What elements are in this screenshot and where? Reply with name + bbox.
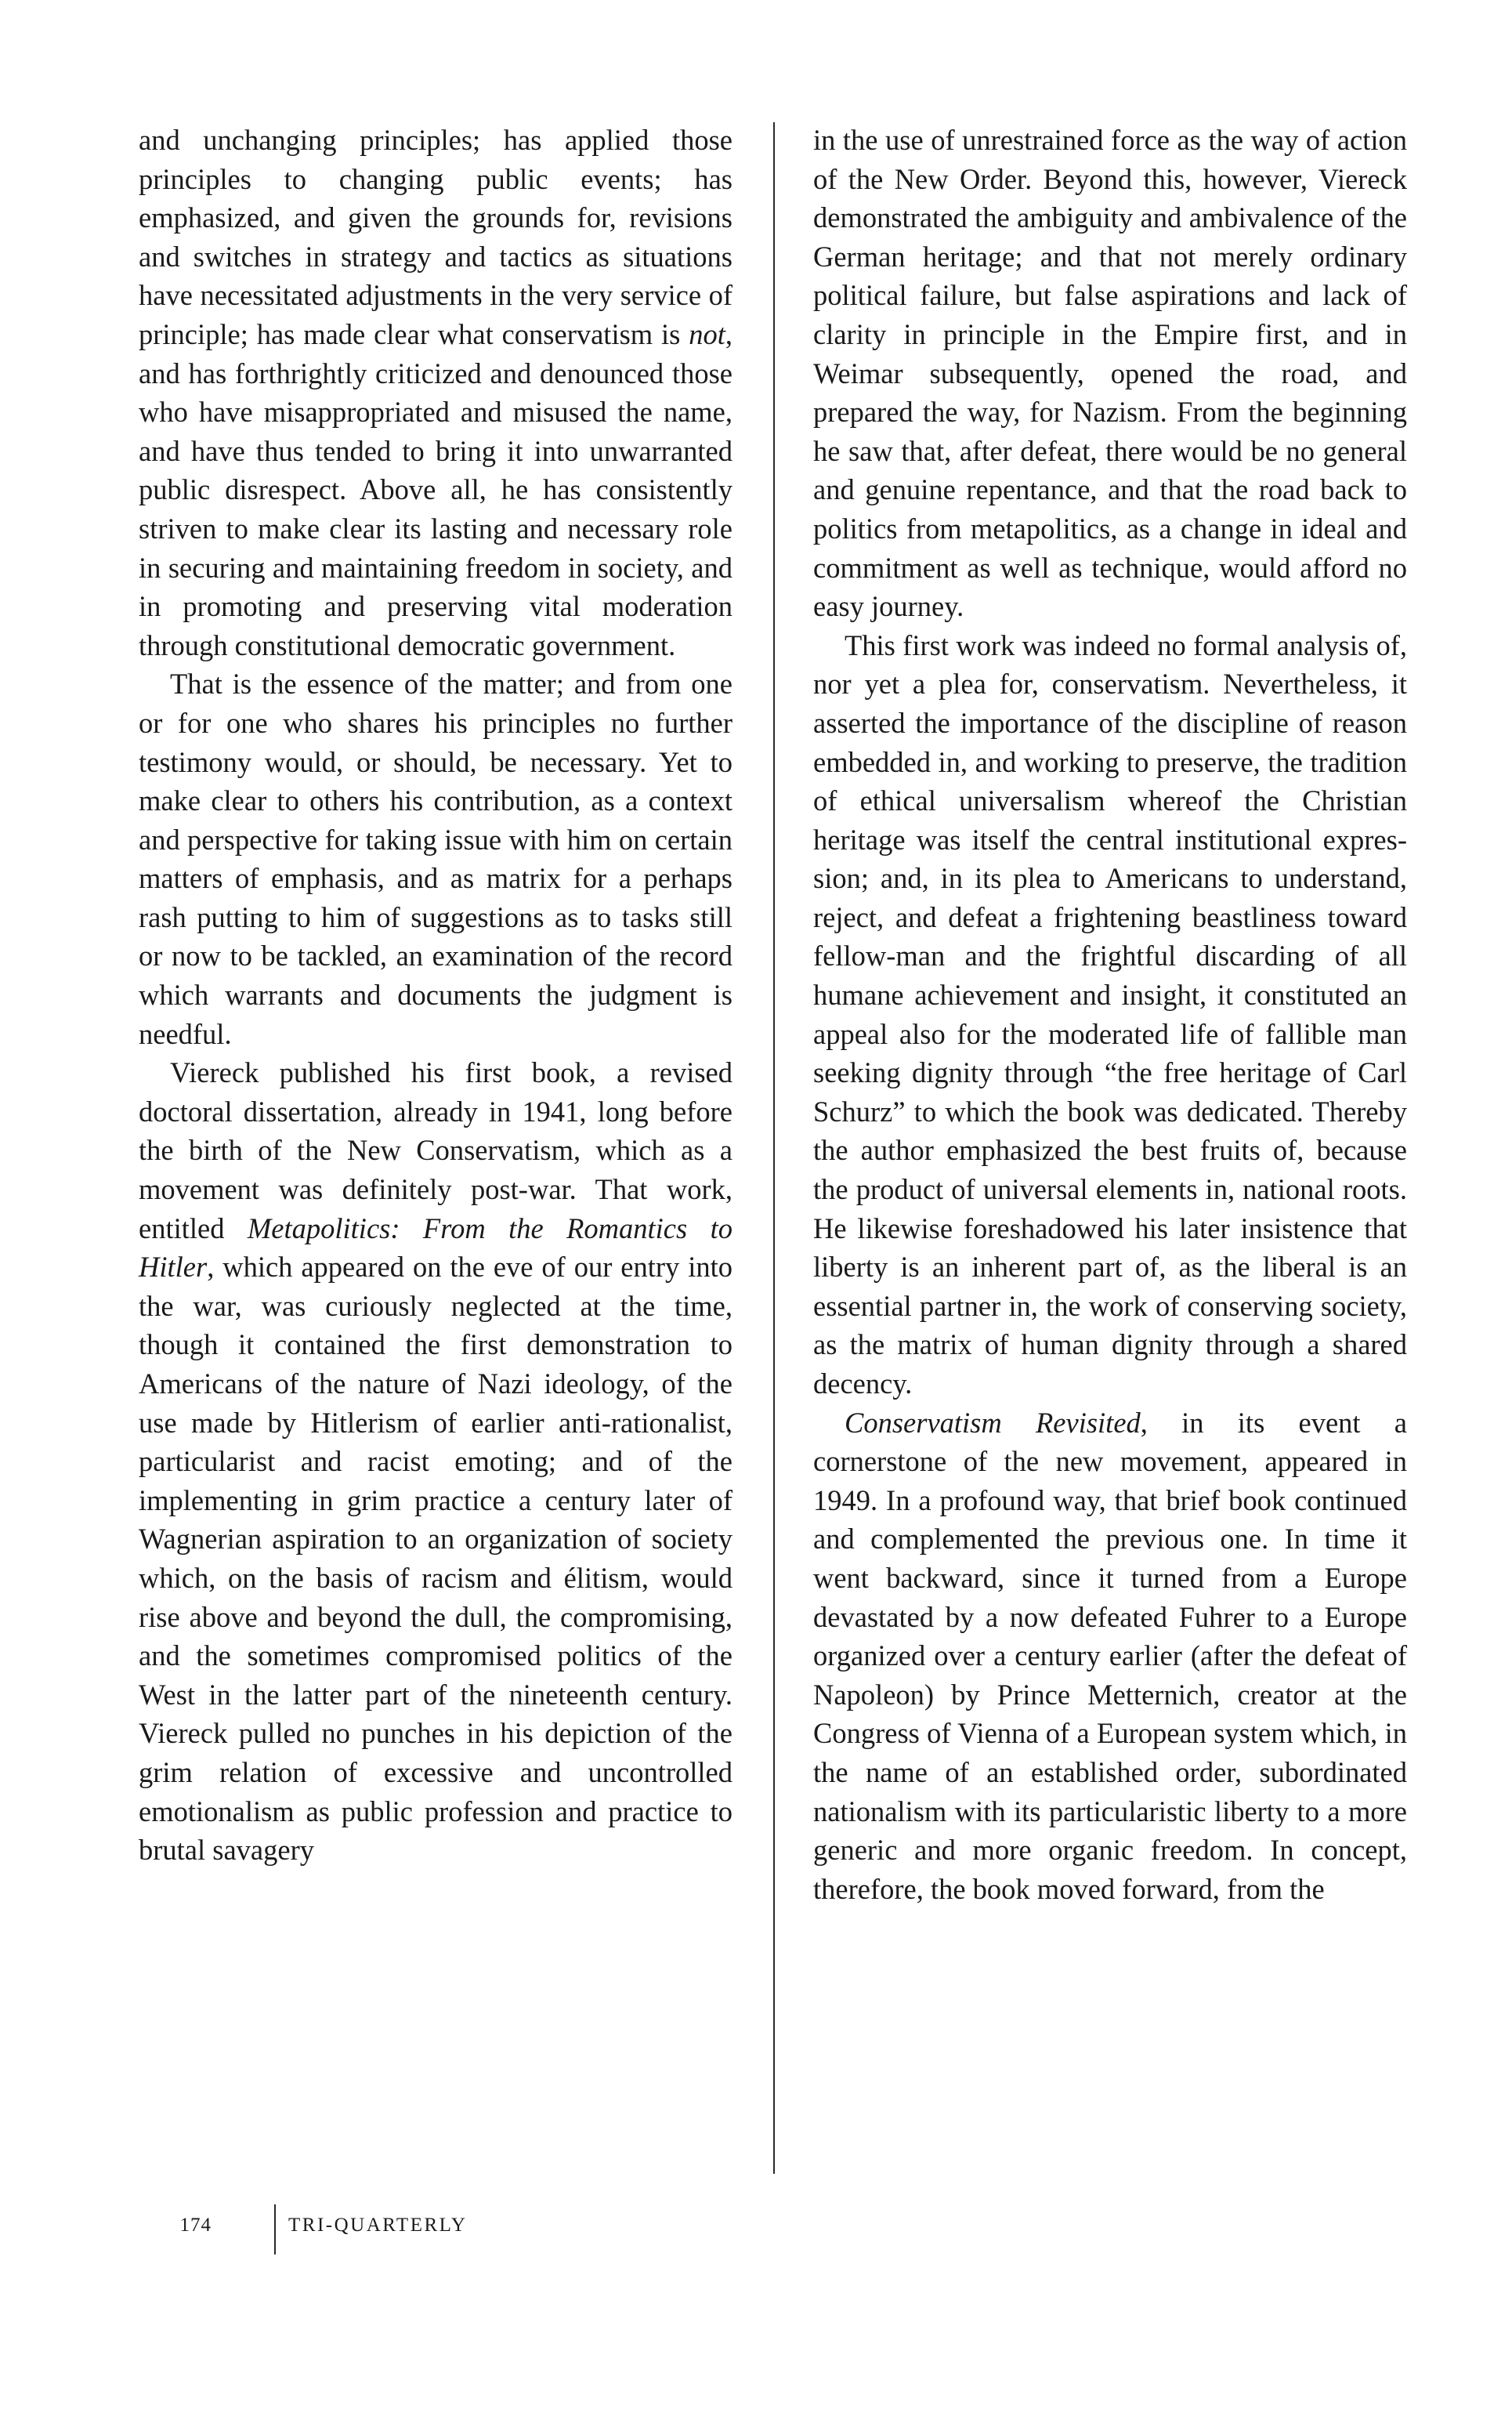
emphasis: not: [689, 317, 725, 350]
left-text-column: [139, 121, 732, 1870]
book-title: Metapolitics: From the Romantics to Hitler: [139, 1212, 733, 1284]
paragraph: That is the essence of the matter; and from one or for one who shares his principles no further testimony would, or should, be necessary. Yet to make clear to others his contribution, as a context and perspective for taking issue with him on certain matters of emphasis, and as matrix for a perhaps rash putting to him of suggestions as to tasks still or now to be tackled, an examination of the record which warrants and documents the judgment is needful.: [139, 668, 732, 1050]
paragraph: and unchanging principles; has applied those principles to changing public events; has emphasized, and given the grounds for, revisions and switches in strategy and tactics as situations have necessitated adjustments in the very service of principle; has made clear what conservatism is not, and has forthrightly criticized and denounced those who have misappropriated and misused the name, and have thus tended to bring it into unwarranted public disrespect. Above all, he has consistently striven to make clear its lasting and necessary role in securing and maintaining freedom in society, and in promoting and preserving vital moderation through constitutional democratic government.: [139, 124, 732, 661]
column-divider: [773, 122, 775, 2174]
book-title: Conservatism Revisited: [845, 1406, 1141, 1439]
page-number: 174: [179, 2215, 212, 2236]
paragraph: This first work was indeed no formal analysis of, nor yet a plea for, conservatism. Nevertheless, it asserted the importance of the discipline of reason embedded in, and working to preserve, the tradition of ethical universalism whereof the Christian heritage was itself the central institutional expression; and, in its plea to Americans to understand, reject, and defeat a frightening beastliness toward fellow-man and the frightful discarding of all humane achievement and insight, it constituted an appeal also for the moderated life of fallible man seeking dignity through “the free heritage of Carl Schurz” to which the book was dedicated. Thereby the author emphasized the best fruits of, because the product of universal elements in, national roots. He likewise foreshadowed his later insistence that liberty is an inherent part of, as the liberal is an essential partner in, the work of conserving society, as the matrix of human dignity through a shared decency.: [813, 628, 1407, 1400]
journal-title: TRI-QUARTERLY: [288, 2215, 468, 2236]
footer-divider: [274, 2204, 276, 2255]
paragraph: Conservatism Revisited, in its event a cornerstone of the new movement, appeared in 1949. In a profound way, that brief book continued and complemented the previous one. In time it went backward, since it turned from a Europe devastated by a now defeated Fuhrer to a Europe organized over a century earlier (after the defeat of Napoleon) by Prince Metternich, creator at the Congress of Vienna of a European system which, in the name of an established order, subordinated nationalism with its particularistic liberty to a more generic and more organic freedom. In concept, therefore, the book moved forward, from the: [813, 1406, 1408, 1905]
right-text-column: [813, 121, 1407, 1908]
paragraph: in the use of unrestrained force as the way of action of the New Order. Beyond this, however, Viereck demonstrated the ambiguity and ambivalence of the German heritage; and that not merely ordinary political failure, but false aspirations and lack of clarity in principle in the Empire first, and in Weimar subsequently, opened the road, and prepared the way, for Nazism. From the beginning he saw that, after defeat, there would be no general and genuine repentance, and that the road back to politics from metapolitics, as a change in ideal and commitment as well as technique, would afford no easy journey.: [813, 124, 1407, 623]
paragraph: Viereck published his first book, a revised doctoral dissertation, already in 1941, long before the birth of the New Conservatism, which as a movement was definitely post-war. That work, entitled Metapolitics: From the Romantics to Hitler, which appeared on the eve of our entry into the war, was curiously neglected at the time, though it contained the first demonstration to Americans of the nature of Nazi ideology, of the use made by Hitlerism of earlier anti-rationalist, particularist and racist emoting; and of the implementing in grim practice a century later of Wagnerian aspiration to an organization of society which, on the basis of racism and élitism, would rise above and beyond the dull, the compromising, and the sometimes compromised politics of the West in the latter part of the nineteenth century. Viereck pulled no punches in his depiction of the grim relation of excessive and uncontrolled emotionalism as public profession and practice to brutal savagery: [139, 1056, 733, 1867]
